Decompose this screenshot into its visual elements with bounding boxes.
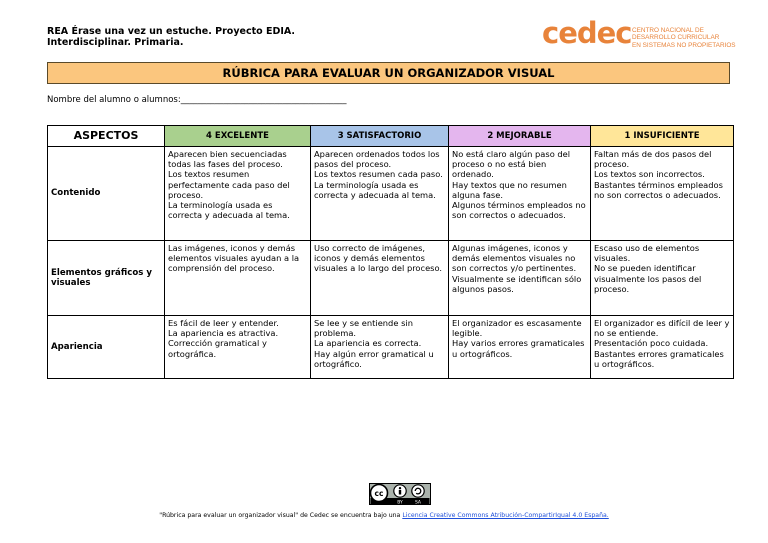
rubric-table <box>47 125 734 379</box>
creative-commons-badge <box>369 483 431 505</box>
student-name-field: Nombre del alumno o alumnos:_______________________________________ <box>47 95 347 105</box>
rubric-cell: El organizador es escasamente legible. Hay varios errores gramaticales u ortográficos. <box>449 316 591 379</box>
header-level-line: Interdisciplinar. Primaria. <box>47 37 184 48</box>
cc-sa-label: SA <box>414 500 422 505</box>
header-satisfactorio: 3 SATISFACTORIO <box>311 126 449 147</box>
rubric-header-row <box>48 126 734 147</box>
aspect-label: Apariencia <box>48 316 165 379</box>
cc-by-sa-icon <box>369 483 431 505</box>
rubric-cell: Es fácil de leer y entender. La apariencia es atractiva. Corrección gramatical y ortográfica. <box>165 316 311 379</box>
logo-subtitle <box>632 27 736 49</box>
license-text: "Rúbrica para evaluar un organizador visual" de Cedec se encuentra bajo una <box>159 512 403 519</box>
logo-wordmark: cedec <box>542 16 632 50</box>
rubric-cell: Aparecen bien secuenciadas todas las fases del proceso. Los textos resumen perfectamente cada paso del proceso. La terminología usada es correcta y adecuada al tema. <box>165 147 311 241</box>
rubric-cell: El organizador es difícil de leer y no se entiende. Presentación poco cuidada. Bastantes errores gramaticales u ortográficos. <box>591 316 734 379</box>
header-excelente: 4 EXCELENTE <box>165 126 311 147</box>
header-project-line: REA Érase una vez un estuche. Proyecto EDIA. <box>47 26 296 37</box>
header-mejorable: 2 MEJORABLE <box>449 126 591 147</box>
logo-subtitle-line-3: EN SISTEMAS NO PROPIETARIOS <box>632 41 736 49</box>
cc-by-label: BY <box>397 500 403 505</box>
cedec-logo <box>542 16 737 54</box>
rubric-cell: Escaso uso de elementos visuales. No se pueden identificar visualmente los pasos del proceso. <box>591 241 734 316</box>
license-link[interactable]: Licencia Creative Commons Atribución-CompartirIgual 4.0 España. <box>402 512 609 519</box>
header-aspectos: ASPECTOS <box>48 126 165 147</box>
document-header <box>47 26 295 48</box>
aspect-label: Elementos gráficos y visuales <box>48 241 165 316</box>
license-footer <box>0 512 768 519</box>
rubric-cell: Uso correcto de imágenes, iconos y demás elementos visuales a lo largo del proceso. <box>311 241 449 316</box>
logo-subtitle-line-2: DESARROLLO CURRICULAR <box>632 34 720 42</box>
rubric-cell: Aparecen ordenados todos los pasos del proceso. Los textos resumen cada paso. La terminología usada es correcta y adecuada al tema. <box>311 147 449 241</box>
aspect-label: Contenido <box>48 147 165 241</box>
table-row <box>48 241 734 316</box>
svg-text:cc: cc <box>374 488 384 498</box>
rubric-cell: Faltan más de dos pasos del proceso. Los textos son incorrectos. Bastantes términos empleados no son correctos o adecuados. <box>591 147 734 241</box>
table-row <box>48 316 734 379</box>
logo-subtitle-line-1: CENTRO NACIONAL DE <box>632 27 704 34</box>
rubric-title: RÚBRICA PARA EVALUAR UN ORGANIZADOR VISUAL <box>47 62 730 84</box>
table-row <box>48 147 734 241</box>
rubric-cell: No está claro algún paso del proceso o no está bien ordenado. Hay textos que no resumen alguna fase. Algunos términos empleados no son correctos o adecuados. <box>449 147 591 241</box>
rubric-cell: Se lee y se entiende sin problema. La apariencia es correcta. Hay algún error gramatical u ortográfico. <box>311 316 449 379</box>
rubric-cell: Algunas imágenes, iconos y demás elementos visuales no son correctos y/o pertinentes. Visualmente se identifican sólo algunos pasos. <box>449 241 591 316</box>
rubric-cell: Las imágenes, iconos y demás elementos visuales ayudan a la comprensión del proceso. <box>165 241 311 316</box>
header-insuficiente: 1 INSUFICIENTE <box>591 126 734 147</box>
